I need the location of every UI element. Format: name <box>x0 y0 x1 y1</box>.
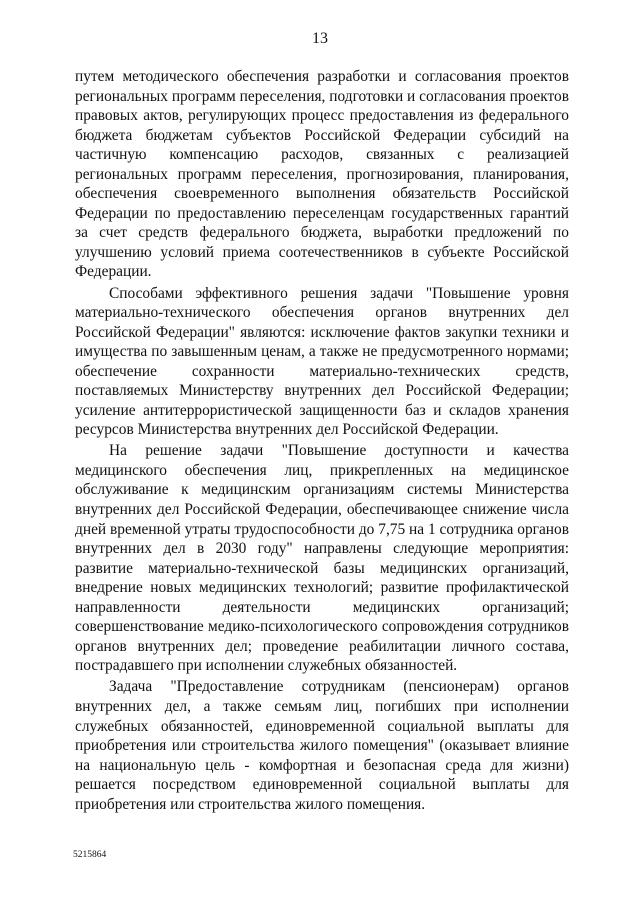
page-number: 13 <box>312 30 328 47</box>
paragraph-3: На решение задачи "Повышение доступности и качества медицинского обеспечения лиц, прикрепленных на медицинское обслуживание к медицинским организациям системы Министерства внутренних дел Российской Федерации, обеспечивающее снижение числа дней временной утраты трудоспособности до 7,75 на 1 сотрудника органов внутренних дел в 2030 году" направлены следующие мероприятия: развитие материально-технической базы медицинских организаций, внедрение новых медицинских технологий; развитие профилактической направленности деятельности медицинских организаций; совершенствование медико-психологического сопровождения сотрудников органов внутренних дел; проведение реабилитации личного состава, пострадавшего при исполнении служебных обязанностей. <box>75 442 569 675</box>
paragraph-4: Задача "Предоставление сотрудникам (пенсионерам) органов внутренних дел, а также семьям лиц, погибших при исполнении служебных обязанностей, единовременной социальной выплаты для приобретения или строительства жилого помещения" (оказывает влияние на национальную цель - комфортная и безопасная среда для жизни) решается посредством единовременной социальной выплаты для приобретения или строительства жилого помещения. <box>75 678 569 813</box>
paragraph-1: путем методического обеспечения разработки и согласования проектов региональных программ переселения, подготовки и согласования проектов правовых актов, регулирующих процесс предоставления из федерального бюджета бюджетам субъектов Российской Федерации субсидий на частичную компенсацию расходов, связанных с реализацией региональных программ переселения, прогнозирования, планирования, обеспечения своевременного выполнения обязательств Российской Федерации по предоставлению переселенцам государственных гарантий за счет средств федерального бюджета, выработки предложений по улучшению условий приема соотечественников в субъекте Российской Федерации. <box>75 68 569 281</box>
body-text <box>75 67 569 816</box>
document-id: 5215864 <box>73 850 107 860</box>
paragraph-2: Способами эффективного решения задачи "Повышение уровня материально-технического обеспечения органов внутренних дел Российской Федерации" являются: исключение фактов закупки техники и имущества по завышенным ценам, а также не предусмотренного нормами; обеспечение сохранности материально-технических средств, поставляемых Министерству внутренних дел Российской Федерации; усиление антитеррористической защищенности баз и складов хранения ресурсов Министерства внутренних дел Российской Федерации. <box>75 284 569 439</box>
